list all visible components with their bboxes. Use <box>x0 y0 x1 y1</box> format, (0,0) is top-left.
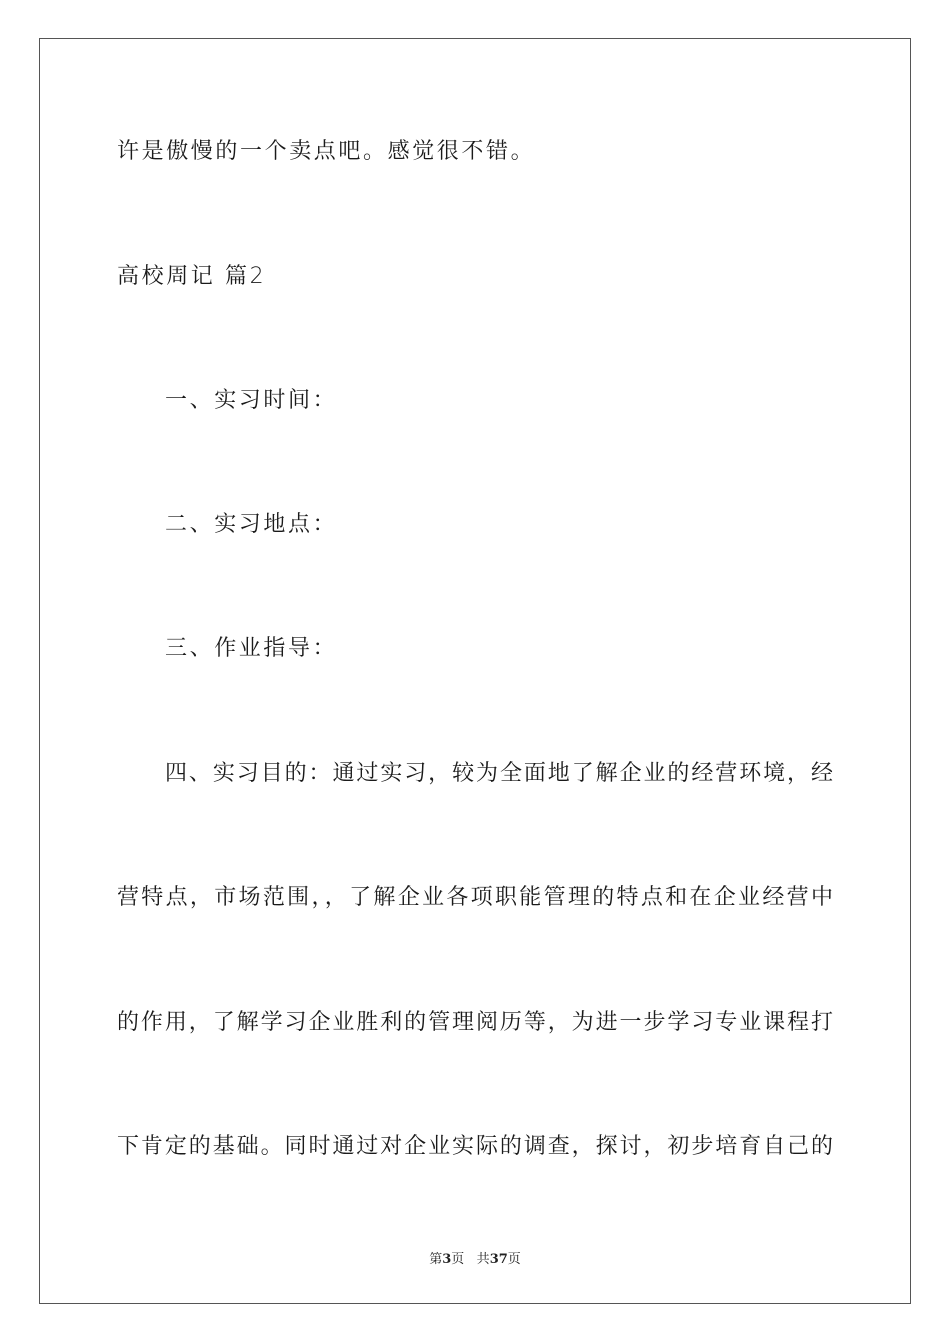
total-prefix: 共 <box>476 1252 490 1267</box>
text-line-continuation: 许是傲慢的一个卖点吧。感觉很不错。 <box>117 139 536 164</box>
total-suffix: 页 <box>507 1252 521 1267</box>
paragraph-line-2: 营特点，市场范围，，了解企业各项职能管理的特点和在企业经营中 <box>117 885 833 910</box>
page-suffix: 页 <box>451 1252 465 1267</box>
page-border <box>39 38 911 1304</box>
item-internship-time: 一、实习时间： <box>165 388 338 413</box>
paragraph-line-4: 下肯定的基础。同时通过对企业实际的调查，探讨，初步培育自己的 <box>117 1134 833 1159</box>
total-page-count: 37 <box>489 1252 508 1267</box>
page-footer <box>0 1248 950 1267</box>
item-internship-purpose: 四、实习目的：通过实习，较为全面地了解企业的经营环境，经 <box>165 761 833 786</box>
page-prefix: 第 <box>429 1252 443 1267</box>
item-work-guidance: 三、作业指导： <box>165 636 338 661</box>
item-internship-location: 二、实习地点： <box>165 512 338 537</box>
current-page-number: 3 <box>442 1252 452 1267</box>
section-heading: 高校周记 篇2 <box>117 264 267 289</box>
paragraph-line-3: 的作用，了解学习企业胜利的管理阅历等，为进一步学习专业课程打 <box>117 1010 833 1035</box>
